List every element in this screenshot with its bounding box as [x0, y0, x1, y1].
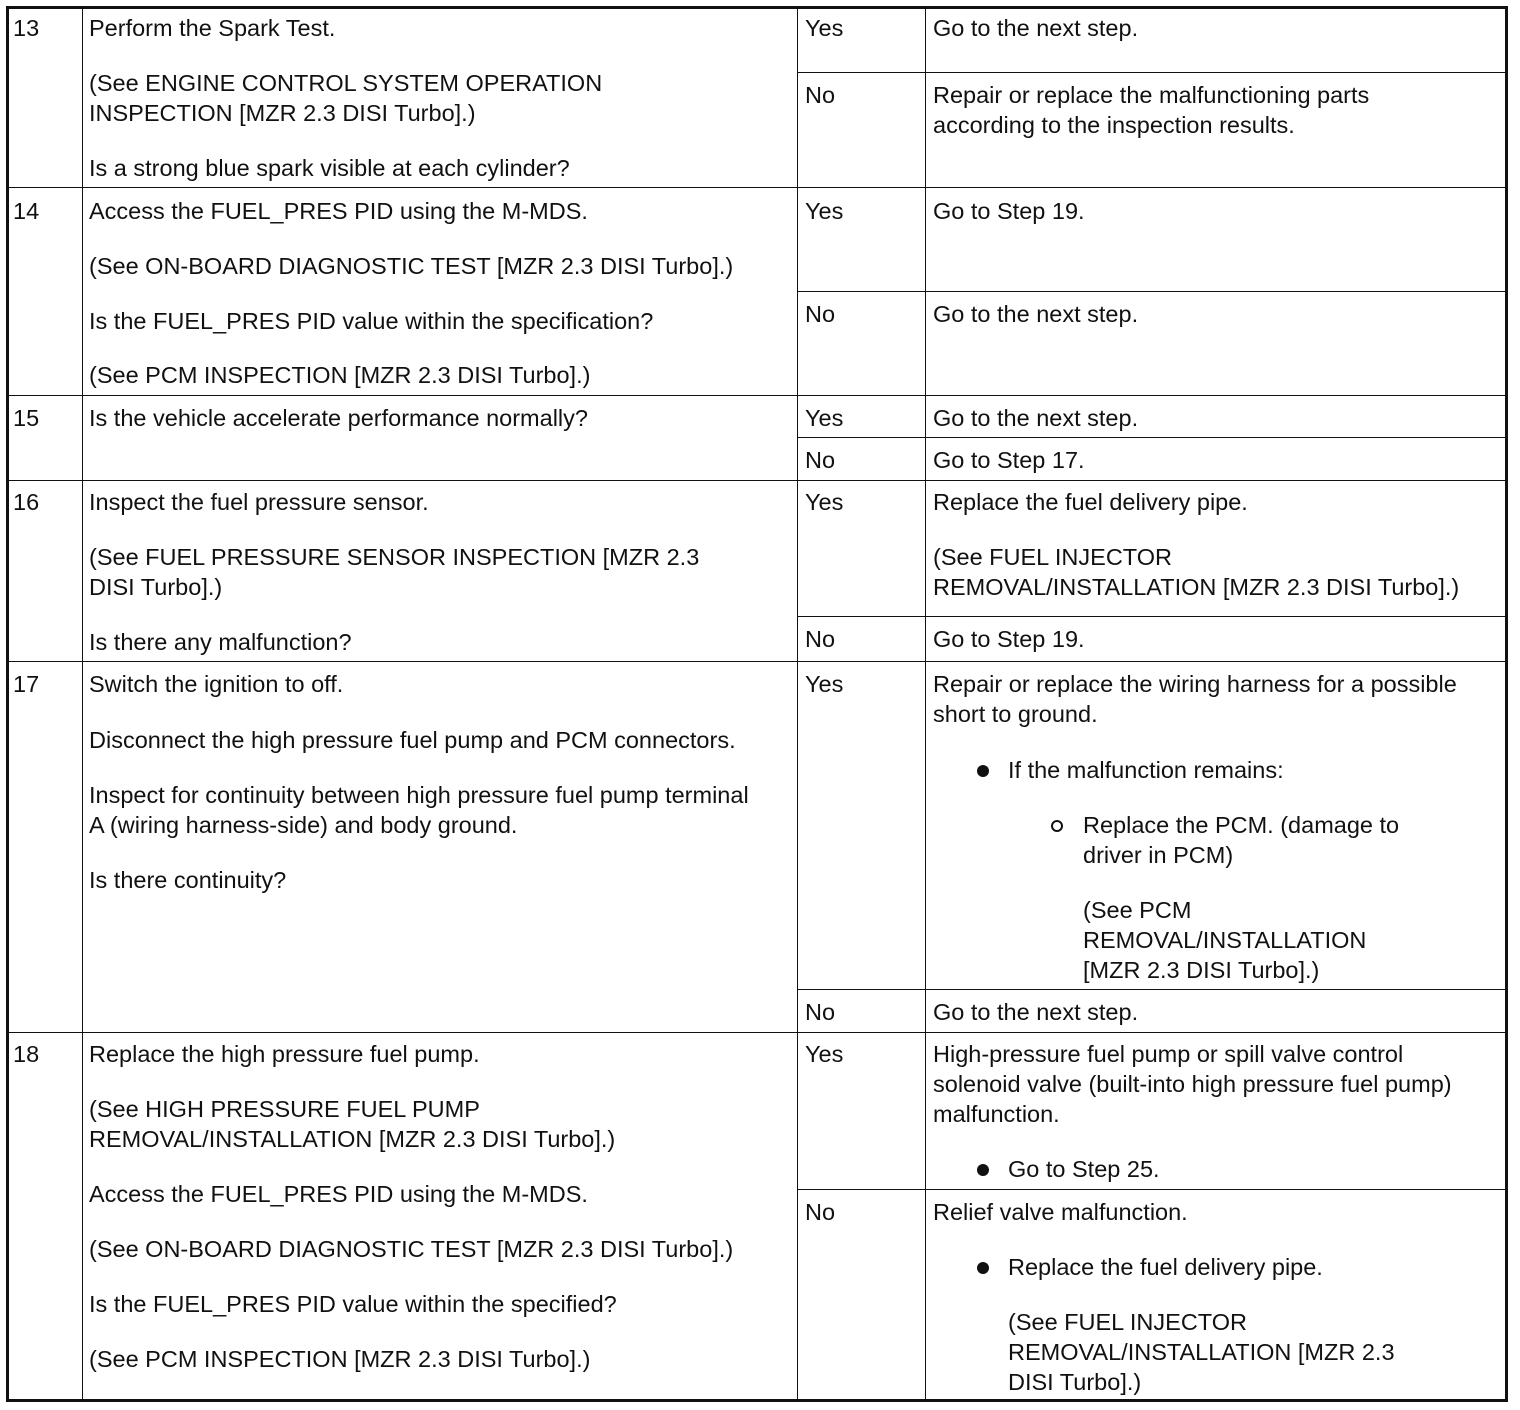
result-text: driver in PCM)	[1083, 842, 1234, 868]
step-number: 16	[13, 489, 40, 515]
step-number: 17	[13, 671, 40, 697]
result-text: Go to Step 17.	[933, 447, 1085, 473]
action-text: Switch the ignition to off.	[89, 671, 344, 697]
result-text: Replace the fuel delivery pipe.	[1008, 1254, 1323, 1280]
result-divider	[797, 989, 1508, 990]
result-label: Yes	[805, 1041, 844, 1067]
result-label: No	[805, 1199, 836, 1225]
result-label: No	[805, 447, 836, 473]
result-text: Go to the next step.	[933, 301, 1139, 327]
table-border-right	[1505, 6, 1508, 1402]
action-text: (See PCM INSPECTION [MZR 2.3 DISI Turbo].)	[89, 362, 591, 388]
result-text: (See FUEL INJECTOR	[933, 544, 1172, 570]
result-text: If the malfunction remains:	[1008, 757, 1284, 783]
step-number: 15	[13, 405, 40, 431]
action-text: Inspect for continuity between high pressure fuel pump terminal	[89, 782, 749, 808]
row-divider	[6, 480, 1508, 481]
result-text: [MZR 2.3 DISI Turbo].)	[1083, 957, 1320, 983]
result-text: Replace the fuel delivery pipe.	[933, 489, 1248, 515]
result-text: according to the inspection results.	[933, 112, 1295, 138]
result-text: Go to the next step.	[933, 15, 1139, 41]
result-text: Go to the next step.	[933, 405, 1139, 431]
table-border-top	[6, 6, 1508, 9]
result-text: short to ground.	[933, 701, 1098, 727]
result-divider	[797, 72, 1508, 73]
bullet-dot-icon	[977, 765, 989, 777]
result-label: No	[805, 82, 836, 108]
result-label: Yes	[805, 15, 844, 41]
step-number: 18	[13, 1041, 40, 1067]
result-text: Relief valve malfunction.	[933, 1199, 1188, 1225]
column-divider-step	[82, 6, 83, 1402]
column-divider-action	[797, 6, 798, 1402]
action-text: Is a strong blue spark visible at each cylinder?	[89, 155, 570, 181]
action-text: Inspect the fuel pressure sensor.	[89, 489, 429, 515]
result-text: Go to Step 25.	[1008, 1156, 1160, 1182]
result-text: High-pressure fuel pump or spill valve control	[933, 1041, 1404, 1067]
action-text: (See ON-BOARD DIAGNOSTIC TEST [MZR 2.3 DISI Turbo].)	[89, 253, 734, 279]
action-text: Disconnect the high pressure fuel pump and PCM connectors.	[89, 727, 736, 753]
result-label: No	[805, 301, 836, 327]
action-text: (See FUEL PRESSURE SENSOR INSPECTION [MZR 2.3	[89, 544, 700, 570]
action-text: Access the FUEL_PRES PID using the M-MDS.	[89, 1181, 588, 1207]
result-text: Go to Step 19.	[933, 198, 1085, 224]
result-text: Replace the PCM. (damage to	[1083, 812, 1400, 838]
result-divider	[797, 437, 1508, 438]
action-text: A (wiring harness-side) and body ground.	[89, 812, 518, 838]
action-text: Is the FUEL_PRES PID value within the specification?	[89, 308, 654, 334]
result-label: Yes	[805, 405, 844, 431]
action-text: (See HIGH PRESSURE FUEL PUMP	[89, 1096, 480, 1122]
action-text: INSPECTION [MZR 2.3 DISI Turbo].)	[89, 100, 476, 126]
result-label: Yes	[805, 671, 844, 697]
result-text: solenoid valve (built-into high pressure fuel pump)	[933, 1071, 1452, 1097]
result-text: (See PCM	[1083, 897, 1192, 923]
result-text: REMOVAL/INSTALLATION	[1083, 927, 1367, 953]
result-text: REMOVAL/INSTALLATION [MZR 2.3 DISI Turbo].)	[933, 574, 1460, 600]
result-text: REMOVAL/INSTALLATION [MZR 2.3	[1008, 1339, 1395, 1365]
row-divider	[6, 1032, 1508, 1033]
bullet-circle-icon	[1051, 820, 1063, 832]
action-text: Is the vehicle accelerate performance normally?	[89, 405, 588, 431]
bullet-dot-icon	[977, 1164, 989, 1176]
step-number: 13	[13, 15, 40, 41]
result-text: Go to the next step.	[933, 999, 1139, 1025]
row-divider	[6, 661, 1508, 662]
result-divider	[797, 616, 1508, 617]
action-text: DISI Turbo].)	[89, 574, 223, 600]
result-divider	[797, 291, 1508, 292]
action-text: Perform the Spark Test.	[89, 15, 336, 41]
result-text: Go to Step 19.	[933, 626, 1085, 652]
action-text: Access the FUEL_PRES PID using the M-MDS.	[89, 198, 588, 224]
result-text: Repair or replace the malfunctioning parts	[933, 82, 1370, 108]
result-divider	[797, 1189, 1508, 1190]
result-label: No	[805, 999, 836, 1025]
result-text: Repair or replace the wiring harness for a possible	[933, 671, 1457, 697]
row-divider	[6, 187, 1508, 188]
action-text: (See PCM INSPECTION [MZR 2.3 DISI Turbo].)	[89, 1346, 591, 1372]
action-text: (See ENGINE CONTROL SYSTEM OPERATION	[89, 70, 603, 96]
table-border-left	[6, 6, 9, 1402]
action-text: Is there continuity?	[89, 867, 287, 893]
row-divider	[6, 395, 1508, 396]
column-divider-result	[925, 6, 926, 1402]
result-text: DISI Turbo].)	[1008, 1369, 1142, 1395]
step-number: 14	[13, 198, 40, 224]
result-text: (See FUEL INJECTOR	[1008, 1309, 1247, 1335]
result-text: malfunction.	[933, 1101, 1060, 1127]
action-text: REMOVAL/INSTALLATION [MZR 2.3 DISI Turbo].)	[89, 1126, 616, 1152]
result-label: Yes	[805, 489, 844, 515]
action-text: Replace the high pressure fuel pump.	[89, 1041, 480, 1067]
action-text: (See ON-BOARD DIAGNOSTIC TEST [MZR 2.3 DISI Turbo].)	[89, 1236, 734, 1262]
result-label: No	[805, 626, 836, 652]
result-label: Yes	[805, 198, 844, 224]
action-text: Is the FUEL_PRES PID value within the specified?	[89, 1291, 617, 1317]
action-text: Is there any malfunction?	[89, 629, 352, 655]
bullet-dot-icon	[977, 1262, 989, 1274]
table-border-bottom	[6, 1399, 1508, 1402]
